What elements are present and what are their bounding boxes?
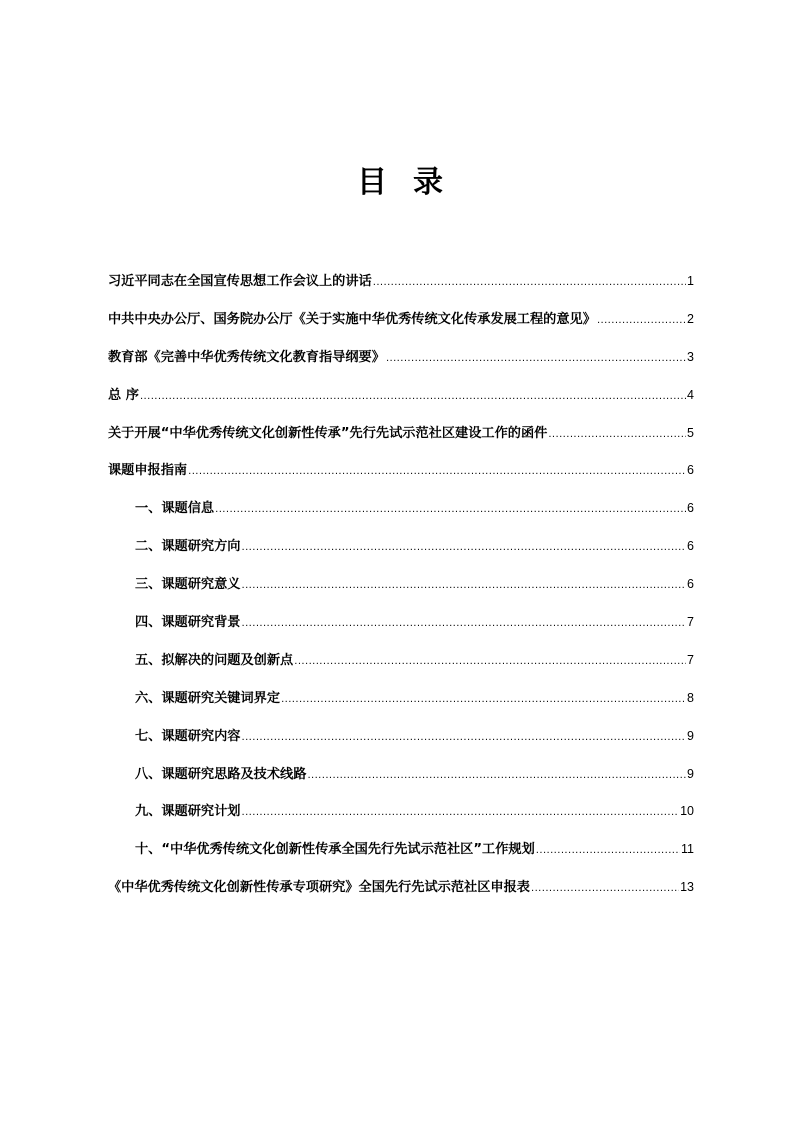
toc-dot-leader bbox=[242, 542, 687, 553]
toc-page-number: 6 bbox=[687, 539, 694, 554]
toc-entry[interactable] bbox=[108, 763, 694, 801]
table-of-contents bbox=[108, 270, 694, 914]
toc-entry[interactable] bbox=[108, 687, 694, 725]
toc-page-number: 7 bbox=[687, 615, 694, 630]
toc-entry-title: 五、拟解决的问题及创新点 bbox=[135, 652, 294, 668]
toc-dot-leader bbox=[294, 656, 686, 667]
toc-dot-leader bbox=[215, 504, 686, 515]
toc-entry[interactable] bbox=[108, 535, 694, 573]
toc-dot-leader bbox=[281, 694, 686, 705]
toc-entry-title: 八、课题研究思路及技术线路 bbox=[135, 766, 307, 782]
toc-page-number: 13 bbox=[680, 880, 694, 895]
toc-dot-leader bbox=[307, 770, 686, 781]
toc-page-number: 9 bbox=[687, 766, 694, 781]
toc-entry[interactable] bbox=[108, 611, 694, 649]
toc-page-number: 4 bbox=[687, 387, 694, 402]
toc-page-number: 6 bbox=[687, 501, 694, 516]
toc-entry[interactable] bbox=[108, 838, 694, 876]
toc-dot-leader bbox=[242, 618, 687, 629]
toc-entry[interactable] bbox=[108, 725, 694, 763]
toc-entry[interactable] bbox=[108, 649, 694, 687]
toc-entry[interactable] bbox=[108, 497, 694, 535]
toc-page-number: 2 bbox=[687, 311, 694, 326]
toc-entry-title: 二、课题研究方向 bbox=[135, 539, 241, 555]
toc-page-number: 10 bbox=[680, 804, 694, 819]
toc-dot-leader bbox=[531, 883, 679, 894]
toc-entry-title: 六、课题研究关键词界定 bbox=[135, 690, 281, 706]
toc-page-number: 11 bbox=[681, 842, 694, 857]
toc-entry[interactable] bbox=[108, 573, 694, 611]
toc-page-number: 1 bbox=[687, 274, 694, 288]
toc-page-number: 6 bbox=[687, 577, 694, 592]
toc-dot-leader bbox=[597, 315, 686, 326]
toc-dot-leader bbox=[140, 391, 686, 402]
toc-entry-title: 九、课题研究计划 bbox=[135, 804, 241, 820]
toc-entry-title: 关于开展“中华优秀传统文化创新性传承”先行先试示范社区建设工作的函件 bbox=[108, 425, 548, 441]
toc-entry[interactable] bbox=[108, 422, 694, 460]
toc-entry[interactable] bbox=[108, 800, 694, 838]
toc-entry[interactable] bbox=[108, 459, 694, 497]
toc-page-number: 7 bbox=[687, 652, 694, 667]
toc-page-number: 6 bbox=[687, 463, 694, 478]
toc-entry[interactable] bbox=[108, 384, 694, 422]
toc-entry-title: 习近平同志在全国宣传思想工作会议上的讲话 bbox=[108, 274, 372, 289]
toc-entry-title: 三、课题研究意义 bbox=[135, 577, 241, 593]
toc-entry-title: 四、课题研究背景 bbox=[135, 615, 241, 631]
toc-entry[interactable] bbox=[108, 346, 694, 384]
toc-page-number: 3 bbox=[687, 349, 694, 364]
toc-page-number: 5 bbox=[687, 425, 694, 440]
toc-entry-title: 七、课题研究内容 bbox=[135, 728, 241, 744]
toc-entry-title: 《中华优秀传统文化创新性传承专项研究》全国先行先试示范社区申报表 bbox=[108, 880, 530, 896]
toc-dot-leader bbox=[373, 277, 686, 288]
toc-dot-leader bbox=[548, 429, 686, 440]
toc-heading: 目录 bbox=[357, 165, 469, 200]
toc-dot-leader bbox=[188, 466, 686, 477]
toc-entry-title: 课题申报指南 bbox=[108, 463, 188, 479]
toc-entry[interactable] bbox=[108, 270, 694, 308]
toc-dot-leader bbox=[386, 353, 686, 364]
toc-entry-title: 教育部《完善中华优秀传统文化教育指导纲要》 bbox=[108, 349, 385, 365]
toc-entry[interactable] bbox=[108, 876, 694, 914]
toc-page-number: 8 bbox=[687, 690, 694, 705]
toc-page-number: 9 bbox=[687, 728, 694, 743]
toc-entry[interactable] bbox=[108, 308, 694, 346]
toc-dot-leader bbox=[536, 845, 680, 856]
toc-entry-title: 中共中央办公厅、国务院办公厅《关于实施中华优秀传统文化传承发展工程的意见》 bbox=[108, 311, 596, 327]
toc-entry-title: 十、“中华优秀传统文化创新性传承全国先行先试示范社区”工作规划 bbox=[135, 842, 535, 858]
toc-dot-leader bbox=[242, 807, 680, 818]
toc-entry-title: 总 序 bbox=[108, 387, 139, 403]
toc-entry-title: 一、课题信息 bbox=[135, 501, 215, 517]
toc-dot-leader bbox=[242, 580, 687, 591]
toc-dot-leader bbox=[242, 732, 687, 743]
